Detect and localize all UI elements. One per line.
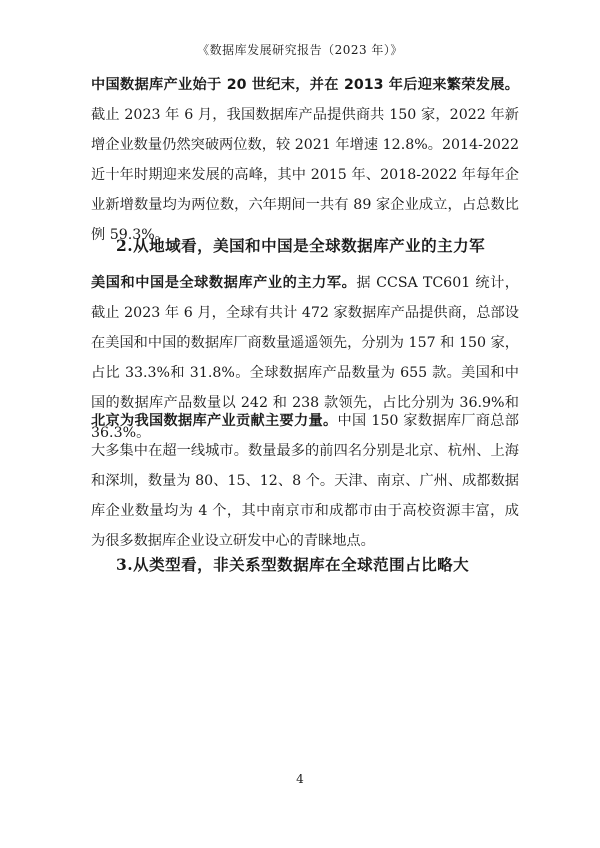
paragraph-lead: 中国数据库产业始于 20 世纪末，并在 2013 年后迎来繁荣发展。: [91, 77, 519, 93]
paragraph-body: 中国 150 家数据库厂商总部大多集中在超一线城市。数量最多的前四名分别是北京、杭州、上海和深圳，数量为 80、15、12、8 个。天津、南京、广州、成都数据库企业数量均为 4 个，其中南京市和成都市由于高校资源丰富，成为很多数据库企业设立研发中心的青睐地点。: [91, 413, 519, 549]
paragraph-lead: 北京为我国数据库产业贡献主要力量。: [91, 413, 338, 429]
page-number: 4: [296, 772, 304, 786]
paragraph-china-industry-origin: [91, 70, 519, 250]
section-heading-types: 3.从类型看，非关系型数据库在全球范围占比略大: [116, 555, 470, 574]
paragraph-lead: 美国和中国是全球数据库产业的主力军。: [91, 275, 357, 291]
paragraph-body: 据 CCSA TC601 统计，截止 2023 年 6 月，全球有共计 472 家数据库产品提供商，总部设在美国和中国的数据库厂商数量遥遥领先，分别为 157 和 150 家，占比 33.3%和 31.8%。全球数据库产品数量为 655 款。美国和中国的数据库产品数量以 242 和 238 款领先，占比分别为 36.9%和 36.3%。: [91, 275, 519, 441]
paragraph-body: 截止 2023 年 6 月，我国数据库产品提供商共 150 家，2022 年新增企业数量仍然突破两位数，较 2021 年增速 12.8%。2014-2022 近十年时期迎来发展的高峰，其中 2015 年、2018-2022 年每年企业新增数量均为两位数，六年期间一共有 89 家企业成立，占总数比例 59.3%。: [91, 107, 519, 243]
running-header: 《数据库发展研究报告（2023 年）》: [197, 43, 403, 57]
section-heading-regional: 2.从地域看，美国和中国是全球数据库产业的主力军: [116, 236, 486, 255]
paragraph-beijing-contribution: [91, 406, 519, 556]
